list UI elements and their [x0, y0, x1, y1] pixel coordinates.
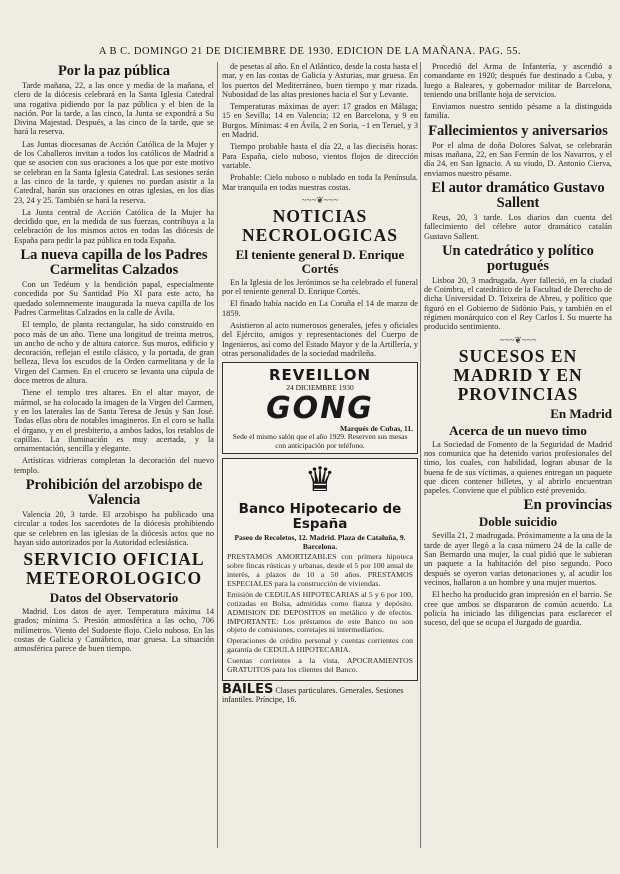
article-paragraph: La Sociedad de Fomento de la Seguridad de Madrid nos comunica que ha detenido varios profesionales del timo, los cuales, con habilidad, logran abusar de la buena fe de sus víctimas, a quienes entregan un paquete que dicen contener billetes, y al abrirlo encuentran papeles. Conviene que el público esté prevenido. — [424, 439, 612, 496]
crown-emblem-icon: ♛ — [304, 462, 336, 500]
article-paragraph: Valencia 20, 3 tarde. El arzobispo ha publicado una circular a todos los sacerdotes de la diócesis prohibiendo que se celebren en las iglesias de la diócesis actos que no hayan sido autorizados por la Autoridad eclesiástica. — [14, 509, 214, 547]
article-paragraph: Con un Tedéum y la bendición papal, especialmente concedida por Su Santidad Pío XI para este acto, ha quedado solemnemente inaugurada la nueva capilla de los Padres Carmelitas Calzados en la calle de Ávila. — [14, 280, 214, 317]
ad-note: Sede el mismo salón que el año 1929. Reserven sus mesas con anticipación por teléfono. — [232, 432, 408, 450]
subheadline-datos: Datos del Observatorio — [49, 590, 179, 606]
subheadline-timo: Acerca de un nuevo timo — [449, 422, 587, 438]
article-paragraph: En la Iglesia de los Jerónimos se ha celebrado el funeral por el teniente general D. Enrique Cortés. — [222, 277, 418, 297]
article-paragraph: Sevilla 21, 2 madrugada. Próximamente a la una de la tarde de ayer llegó a la casa número 24 de la calle de San Bernardo una mujer, la cual pidió que le subieran un paquete a la habitación del piso segundo. Poco después se oyeron varias detonaciones y, al acudir los vecinos, hallaron a un hombre y una mujer muertos. — [424, 531, 612, 587]
column-2 — [222, 62, 418, 704]
article-paragraph: Reus, 20, 3 tarde. Los diarios dan cuenta del fallecimiento del célebre autor dramático catalán Gustavo Sallent. — [424, 212, 612, 241]
article-paragraph: Procedió del Arma de Infantería, y ascendió a comandante en 1920; después fue destinado a Cuba, y luego a Baleares, y gobernador militar de Barcelona, teniendo una brillante hoja de servicios. — [424, 62, 612, 99]
column-rule — [420, 62, 421, 848]
headline-paz: Por la paz pública — [57, 63, 171, 79]
headline-prohibicion: Prohibición del arzobispo de Valencia — [25, 476, 203, 508]
bank-paragraph: Operaciones de crédito personal y cuentas corrientes con garantía de CEDULA HIPOTECARIA. — [227, 636, 413, 655]
bank-address: Paseo de Recoletos, 12. Madrid. Plaza de Cataluña, 9. Barcelona. — [234, 533, 406, 551]
article-paragraph: Las Juntas diocesanas de Acción Católica de la Mujer y de los Caballeros invitan a todos los católicos de Madrid a que se asocien con sus oraciones a los que por este motivo se celebran en la Santa Iglesia Catedral. Las sesiones serán a las cinco de la tarde, y quienes no puedan asistir a la Catedral, harán sus oraciones en otras iglesias, en los días 23, 24 y 25. También se hará la reserva. — [14, 139, 214, 205]
advertisement-banco-hipotecario — [222, 458, 418, 681]
bank-name: Banco Hipotecario de España — [238, 501, 402, 533]
subheadline-teniente: El teniente general D. Enrique Cortés — [235, 246, 405, 276]
headline-autor-dramatico: El autor dramático Gustavo Sallent — [431, 179, 605, 211]
article-paragraph: El hecho ha producido gran impresión en el barrio. Se cree que ambos se dispararon de común acuerdo. La policía ha iniciado las diligencias para esclarecer el suceso, del que se ocupa el Juzgado de guardia. — [424, 590, 612, 628]
bailes-text: Clases particulares. Generales. Sesiones infantiles. Príncipe, 16. — [222, 686, 404, 705]
article-paragraph: Artísticas vidrieras completan la decoración del nuevo templo. — [14, 456, 214, 475]
column-3 — [424, 62, 612, 630]
article-paragraph: Temperaturas máximas de ayer: 17 grados en Málaga; 15 en Sevilla; 14 en Valencia; 12 en Barcelona, y 9 en Burgos. Mínimas: 4 en Ávila, 2 en Soria, −1 en Teruel, y 3 en Madrid. — [222, 102, 418, 140]
headline-capilla: La nueva capilla de los Padres Carmelitas Calzados — [20, 247, 208, 279]
headline-fallecimientos: Fallecimientos y aniversarios — [428, 122, 608, 139]
section-en-madrid: En Madrid — [550, 405, 612, 421]
headline-noticias-necrologicas: NOTICIAS NECROLOGICAS — [242, 205, 398, 245]
bailes-word: BAILES — [222, 682, 274, 698]
article-paragraph: Madrid. Los datos de ayer. Temperatura máxima 14 grados; mínima 5. Presión atmosférica a las ocho, 706 milímetros. Viento del Sudoeste flojo. Cielo nuboso. En las costas de Galicia y Cantábrico, mar gruesa. La situación atmosférica parece de buen tiempo. — [14, 607, 214, 654]
advertisement-bailes — [222, 682, 418, 705]
headline-servicio-meteorologico: SERVICIO OFICIAL METEOROLOGICO — [23, 549, 205, 589]
ornament-divider: ~~~❦~~~ — [499, 334, 537, 345]
section-en-provincias: En provincias — [523, 497, 612, 514]
article-paragraph: El templo, de planta rectangular, ha sido construido en poco más de un año. Tiene una longitud de treinta metros, un ancho de ocho y de altura catorce. Sus muros, edificio y decoración, reflejan el estilo clásico, y la portada, de gran belleza, lleva los escudos de la Orden carmelitana y de la Virgen del Carmen. En el crucero se levanta una cúpula de doce metros de altura. — [14, 320, 214, 386]
article-paragraph: Tiene el templo tres altares. En el altar mayor, de mármol, se ha colocado la imagen de la Virgen del Carmen, y en los laterales las de Santa Teresa de Jesús y San José. Todas ellas obra de notables imagineros. En el coro se halla el órgano, y en el presbiterio, a ambos lados, los retablos de capillas. La iluminación es muy acertada, y la ornamentación, sencilla y elegante. — [14, 388, 214, 454]
ornament-divider: ~~~❦~~~ — [301, 194, 339, 205]
column-1 — [14, 62, 214, 657]
ad-logo-gong: GONG — [266, 390, 374, 426]
headline-sucesos: SUCESOS EN MADRID Y EN PROVINCIAS — [453, 345, 583, 404]
advertisement-reveillon — [222, 362, 418, 454]
ad-address: Marqués de Cubas, 11. — [339, 423, 413, 433]
article-paragraph: Lisboa 20, 3 madrugada. Ayer falleció, en la ciudad de Coimbra, el catedrático de la Facultad de Derecho de dicha Universidad D. Teixeira de Abreu, y político que figuró en el Gobierno de Sidónio Pais, y también en el régimen monárquico con el Rey Carlos I. Su muerte ha producido sentimiento. — [424, 275, 612, 332]
bank-paragraph: Emisión de CEDULAS HIPOTECARIAS al 5 y 6 por 100, cotizadas en Bolsa, admitidas como fianza y depósito. ADMISION DE DEPOSITOS en metálico y de efectos. IMPORTANTE: Los préstamos de este Banco no son objeto de comisiones, corretajes ni intermediarios. — [227, 589, 413, 635]
headline-catedratico: Un catedrático y político portugués — [442, 242, 594, 274]
article-paragraph: Probable: Cielo nuboso o nublado en toda la Península. Mar tranquila en todas nuestras costas. — [222, 173, 418, 192]
bank-paragraph: PRESTAMOS AMORTIZABLES con primera hipoteca sobre fincas rústicas y urbanas, desde el 5 por 100 anual de interés, a plazos de 10 a 50 años. PRESTAMOS ESPECIALES para la construcción de viviendas. — [227, 552, 413, 588]
article-paragraph: Asistieron al acto numerosos generales, jefes y oficiales del Ejército, amigos y representaciones del Cuerpo de Ingenieros, así como del Estado Mayor y de la Artillería, y otras personalidades de la sociedad madrileña. — [222, 321, 418, 358]
article-paragraph: Tiempo probable hasta el día 22, a las dieciséis horas: Para España, cielo nuboso, vientos flojos de dirección variable. — [222, 142, 418, 170]
article-paragraph: de pesetas al año. En el Atlántico, desde la costa hasta el mar, y en las costas de Galicia y Asturias, mar gruesa. En los puertos del Mediterráneo, buen tiempo y mar rizada. Nubosidad de las altas presiones hacia el Sur y Levante. — [222, 62, 418, 99]
ad-date: 24 DICIEMBRE 1930 — [286, 383, 354, 393]
article-paragraph: Por el alma de doña Dolores Salvat, se celebrarán misas mañana, 22, en San Fermín de los Navarros, y el día 24, en San Ignacio. A su viudo, D. Antonio Cierva, enviamos nuestro pésame. — [424, 140, 612, 178]
bank-paragraph: Cuentas corrientes a la vista. APOCRAMIENTOS GRATUITOS para los clientes del Banco. — [227, 656, 413, 675]
article-paragraph: Tarde mañana, 22, a las once y media de la mañana, el clero de la diócesis celebrará en la Santa Iglesia Catedral una rogativa pidiendo por la paz pública y el bien de la nación. Por la tarde, a las cinco, la Junta se expondrá a Su Divina Majestad. Después, a las cinco de la tarde, que se hará la reserva. — [14, 81, 214, 137]
article-paragraph: El finado había nacido en La Coruña el 14 de marzo de 1859. — [222, 299, 418, 318]
ad-title: REVEILLON — [268, 366, 372, 385]
column-rule — [217, 62, 218, 848]
page-header: A B C. DOMINGO 21 DE DICIEMBRE DE 1930. EDICION DE LA MAÑANA. PAG. 55. — [98, 46, 522, 57]
subheadline-doble-suicidio: Doble suicidio — [478, 514, 558, 530]
article-paragraph: La Junta central de Acción Católica de la Mujer ha decidido que, en la medida de sus fuerzas, contribuya a la celebración de los mismos actos en todas las diócesis de España para pedir la paz pública en toda España. — [14, 207, 214, 245]
article-paragraph: Enviamos nuestro sentido pésame a la distinguida familia. — [424, 102, 612, 121]
